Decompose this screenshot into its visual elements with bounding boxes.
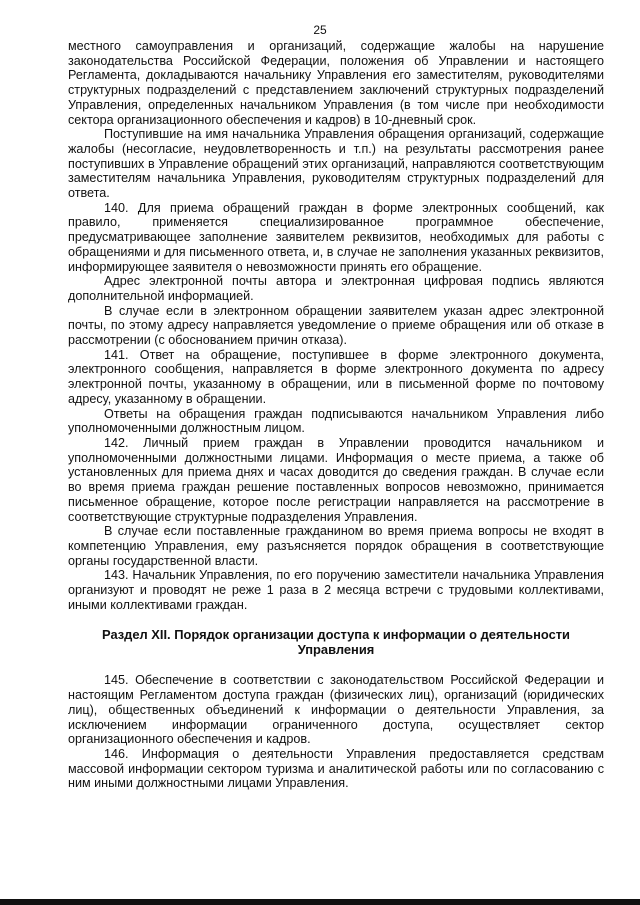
- paragraph-answers-signed: Ответы на обращения граждан подписываются начальником Управления либо уполномоченными должностным лицом.: [68, 406, 604, 436]
- document-body: [68, 39, 604, 791]
- paragraph-email-signature: Адрес электронной почты автора и электронная цифровая подпись являются дополнительной информацией.: [68, 274, 604, 303]
- paragraph-145: 145. Обеспечение в соответствии с законодательством Российской Федерации и настоящим Регламентом доступа граждан (физических лиц), организаций (юридических лиц), общественных объединений к информации о деятельности Управления, за исключением информации ограниченного доступа, осуществляет сектор организационного обеспечения и кадров.: [68, 673, 604, 747]
- paragraph-142: 142. Личный прием граждан в Управлении проводится начальником и уполномоченными должностными лицами. Информация о месте приема, а также об установленных для приема днях и часах доводится до сведения граждан. В случае если во время приема граждан решение поставленных вопросов невозможно, принимается письменное обращение, которое после регистрации направляется на рассмотрение в соответствующие структурные подразделения Управления.: [68, 435, 604, 524]
- section-title-line-1: Раздел XII. Порядок организации доступа к информации о деятельности: [102, 627, 570, 643]
- paragraph-continued: местного самоуправления и организаций, содержащие жалобы на нарушение законодательства Российской Федерации, положения об Управлении и настоящего Регламента, докладываются начальнику Управления его заместителям, руководителями структурных подразделений с представлением заключений структурных подразделений Управления, определенных начальником Управления (в том числе при необходимости сектора организационного обеспечения и кадров) в 10-дневный срок.: [68, 39, 604, 127]
- paragraph-146: 146. Информация о деятельности Управления предоставляется средствам массовой информации сектором туризма и аналитической работы или по согласованию с ним иными должностными лицами Управления.: [68, 746, 604, 791]
- section-title: [68, 627, 604, 657]
- section-title-line-2: Управления: [297, 642, 375, 658]
- scan-edge-bar: [0, 899, 640, 905]
- page-number: 25: [313, 23, 327, 37]
- paragraph-email-notice: В случае если в электронном обращении заявителем указан адрес электронной почты, по этому адресу направляется уведомление о приеме обращения или об отказе в рассмотрении (с обоснованием причин отказа).: [68, 303, 604, 348]
- paragraph-140: 140. Для приема обращений граждан в форме электронных сообщений, как правило, применяется специализированное программное обеспечение, предусматривающее заполнение заявителем реквизитов, необходимых для работы с обращениями и для письменного ответа, и, в случае не заполнения указанных реквизитов, информирующее заявителя о невозможности принять его обращение.: [68, 200, 604, 274]
- paragraph-competence: В случае если поставленные гражданином во время приема вопросы не входят в компетенцию Управления, ему разъясняется порядок обращения в соответствующие органы государственной власти.: [68, 524, 604, 568]
- paragraph-141: 141. Ответ на обращение, поступившее в форме электронного документа, электронного сообщения, направляется в форме электронного документа по адресу электронной почты, указанному в обращении, или в письменной форме по почтовому адресу, указанному в обращении.: [68, 347, 604, 406]
- paragraph-143: 143. Начальник Управления, по его поручению заместители начальника Управления организуют и проводят не реже 1 раза в 2 месяца встречи с трудовыми коллективами, иными коллективами граждан.: [68, 568, 604, 612]
- paragraph-complaints: Поступившие на имя начальника Управления обращения организаций, содержащие жалобы (несогласие, неудовлетворенность и т.п.) на результаты рассмотрения ранее поступивших в Управление обращений этих организаций, направляются соответствующим заместителям начальника Управления, руководителям структурных подразделений для ответа.: [68, 127, 604, 201]
